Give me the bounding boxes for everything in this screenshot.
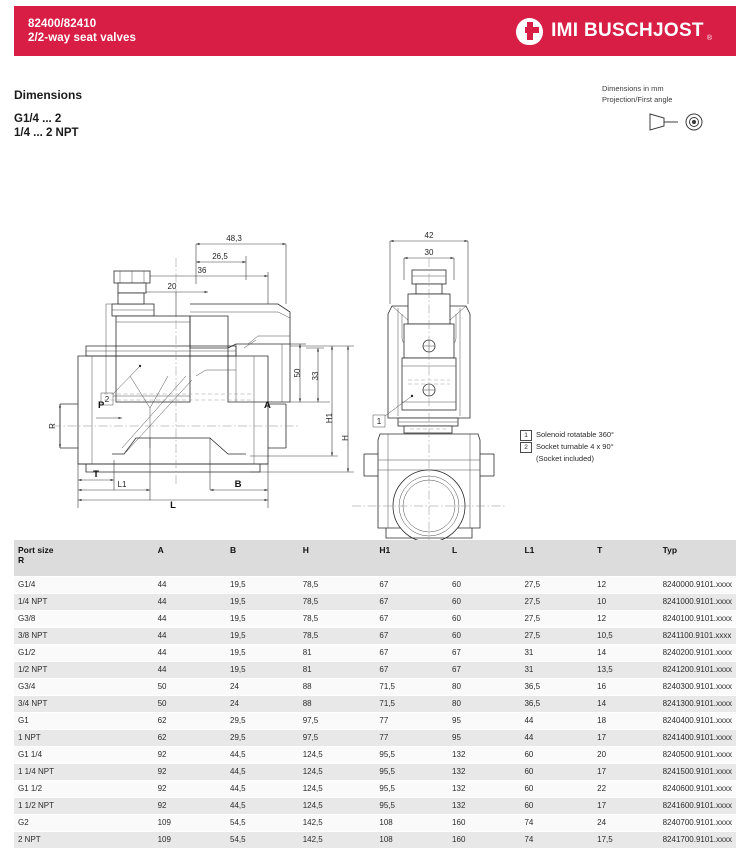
- cell-l1: 31: [520, 662, 593, 679]
- brand-logo: [516, 18, 726, 45]
- valve-drawing-svg: [0, 108, 750, 508]
- cell-h: 88: [299, 696, 376, 713]
- cell-l: 60: [448, 577, 520, 594]
- cell-h: 78,5: [299, 628, 376, 645]
- bonnet-collar-right: [398, 418, 458, 433]
- cell-h: 124,5: [299, 747, 376, 764]
- cell-typ: 8240700.9101.xxxx: [659, 815, 736, 832]
- cell-h1: 71,5: [375, 679, 448, 696]
- cell-l1: 44: [520, 713, 593, 730]
- dim-H1: H1: [325, 412, 334, 423]
- cell-l: 60: [448, 628, 520, 645]
- cell-b: 44,5: [226, 764, 299, 781]
- cell-h: 124,5: [299, 764, 376, 781]
- cell-t: 22: [593, 781, 658, 798]
- cell-h1: 67: [375, 577, 448, 594]
- cell-h: 81: [299, 645, 376, 662]
- callout-1-label: 1: [377, 417, 382, 426]
- cell-l: 67: [448, 645, 520, 662]
- cell-h1: 108: [375, 815, 448, 832]
- size-range-npt: 1/4 ... 2 NPT: [14, 127, 79, 139]
- legend-number-2: 2: [520, 442, 532, 453]
- cell-t: 13,5: [593, 662, 658, 679]
- cell-typ: 8240300.9101.xxxx: [659, 679, 736, 696]
- cell-typ: 8240000.9101.xxxx: [659, 577, 736, 594]
- table-row: [14, 577, 736, 594]
- cell-b: 29,5: [226, 713, 299, 730]
- cell-l1: 31: [520, 645, 593, 662]
- port-label-P: P: [98, 400, 105, 411]
- cell-l: 132: [448, 747, 520, 764]
- cell-h1: 95,5: [375, 798, 448, 815]
- cell-port: G1 1/4: [14, 747, 154, 764]
- column-header-typ: Typ: [659, 540, 736, 577]
- cell-port: 1 NPT: [14, 730, 154, 747]
- cell-h: 124,5: [299, 798, 376, 815]
- table-row: [14, 798, 736, 815]
- dim-30: 30: [425, 248, 434, 257]
- product-code: 82400/82410: [28, 17, 136, 31]
- cell-h1: 67: [375, 628, 448, 645]
- solenoid-housing-right: [190, 304, 290, 402]
- cell-port: 2 NPT: [14, 832, 154, 848]
- cell-t: 17,5: [593, 832, 658, 848]
- dim-50: 50: [293, 368, 302, 377]
- cell-a: 92: [154, 798, 226, 815]
- projection-note: [602, 84, 732, 106]
- cell-h1: 95,5: [375, 764, 448, 781]
- cell-h: 97,5: [299, 730, 376, 747]
- cell-a: 92: [154, 764, 226, 781]
- dim-H: H: [341, 435, 350, 441]
- table-row: [14, 611, 736, 628]
- cell-h: 81: [299, 662, 376, 679]
- cell-a: 50: [154, 696, 226, 713]
- legend-text-1: Solenoid rotatable 360°: [536, 429, 614, 441]
- cell-a: 62: [154, 730, 226, 747]
- table-row: [14, 764, 736, 781]
- dim-33: 33: [311, 371, 320, 380]
- registered-mark: ®: [707, 35, 712, 45]
- cell-l: 160: [448, 832, 520, 848]
- cell-l1: 60: [520, 747, 593, 764]
- cell-b: 54,5: [226, 815, 299, 832]
- table-row: [14, 713, 736, 730]
- right-front-view: [352, 231, 506, 556]
- cell-port: 1/4 NPT: [14, 594, 154, 611]
- cell-t: 14: [593, 696, 658, 713]
- cell-h1: 67: [375, 645, 448, 662]
- cell-l1: 36,5: [520, 679, 593, 696]
- dim-L: L: [170, 500, 176, 511]
- cell-port: G3/8: [14, 611, 154, 628]
- cell-t: 24: [593, 815, 658, 832]
- cell-a: 92: [154, 781, 226, 798]
- cell-typ: 8241200.9101.xxxx: [659, 662, 736, 679]
- dim-48-3: 48,3: [226, 234, 242, 243]
- cell-h: 142,5: [299, 815, 376, 832]
- cell-b: 19,5: [226, 611, 299, 628]
- cell-h1: 77: [375, 713, 448, 730]
- column-header-t: T: [593, 540, 658, 577]
- cell-t: 12: [593, 611, 658, 628]
- column-header-port-size-sub: R: [18, 555, 150, 565]
- cell-l1: 44: [520, 730, 593, 747]
- cell-b: 19,5: [226, 628, 299, 645]
- cell-a: 44: [154, 662, 226, 679]
- table-header-row: [14, 540, 736, 577]
- column-header-l1: L1: [520, 540, 593, 577]
- cell-port: G1 1/2: [14, 781, 154, 798]
- cell-t: 12: [593, 577, 658, 594]
- cell-l1: 27,5: [520, 611, 593, 628]
- drawing-legend: [520, 429, 614, 465]
- cell-b: 44,5: [226, 781, 299, 798]
- legend-item: [520, 441, 614, 453]
- cell-typ: 8240600.9101.xxxx: [659, 781, 736, 798]
- cell-l1: 60: [520, 764, 593, 781]
- cell-t: 20: [593, 747, 658, 764]
- dim-36: 36: [198, 266, 207, 275]
- cell-a: 62: [154, 713, 226, 730]
- cell-t: 18: [593, 713, 658, 730]
- size-range-metric: G1/4 ... 2: [14, 113, 61, 125]
- cell-t: 10,5: [593, 628, 658, 645]
- cell-port: G1/4: [14, 577, 154, 594]
- cell-l: 60: [448, 611, 520, 628]
- port-flow-labels: [96, 400, 271, 418]
- legend-number-1: 1: [520, 430, 532, 441]
- column-header-port-size: [14, 540, 154, 577]
- table-row: [14, 645, 736, 662]
- cell-h: 78,5: [299, 594, 376, 611]
- cell-typ: 8241600.9101.xxxx: [659, 798, 736, 815]
- angle-note: Projection/First angle: [602, 95, 732, 106]
- cell-l: 60: [448, 594, 520, 611]
- dim-B: B: [235, 479, 242, 490]
- cell-t: 14: [593, 645, 658, 662]
- cell-a: 109: [154, 815, 226, 832]
- cell-b: 19,5: [226, 662, 299, 679]
- legend-text-2: Socket turnable 4 x 90°: [536, 441, 614, 453]
- callout-2-label: 2: [105, 395, 110, 404]
- cell-port: 1 1/4 NPT: [14, 764, 154, 781]
- table-row: [14, 815, 736, 832]
- cell-a: 109: [154, 832, 226, 848]
- cell-h1: 108: [375, 832, 448, 848]
- cell-port: G2: [14, 815, 154, 832]
- cell-a: 44: [154, 577, 226, 594]
- cell-b: 19,5: [226, 645, 299, 662]
- cell-h: 78,5: [299, 577, 376, 594]
- table-row: [14, 832, 736, 848]
- cell-t: 17: [593, 730, 658, 747]
- cell-a: 92: [154, 747, 226, 764]
- cell-t: 17: [593, 798, 658, 815]
- cell-b: 24: [226, 679, 299, 696]
- table-row: [14, 696, 736, 713]
- dim-20: 20: [168, 282, 177, 291]
- cell-typ: 8241300.9101.xxxx: [659, 696, 736, 713]
- cell-typ: 8241100.9101.xxxx: [659, 628, 736, 645]
- technical-drawings: [0, 108, 750, 508]
- cell-port: G3/4: [14, 679, 154, 696]
- cell-h1: 67: [375, 611, 448, 628]
- solenoid-coil-left: [106, 304, 190, 402]
- cell-h1: 71,5: [375, 696, 448, 713]
- cell-port: G1/2: [14, 645, 154, 662]
- cell-h: 97,5: [299, 713, 376, 730]
- cell-l1: 60: [520, 798, 593, 815]
- cell-b: 54,5: [226, 832, 299, 848]
- cell-l: 160: [448, 815, 520, 832]
- cell-a: 44: [154, 611, 226, 628]
- cell-typ: 8240400.9101.xxxx: [659, 713, 736, 730]
- cell-typ: 8240500.9101.xxxx: [659, 747, 736, 764]
- cell-h: 78,5: [299, 611, 376, 628]
- cell-l: 80: [448, 679, 520, 696]
- cell-port: 1/2 NPT: [14, 662, 154, 679]
- brand-name: IMI BUSCHJOST: [551, 20, 704, 42]
- dim-L1: L1: [118, 480, 127, 489]
- cell-b: 44,5: [226, 798, 299, 815]
- cell-l: 95: [448, 730, 520, 747]
- table-header: [14, 540, 736, 577]
- cell-l: 132: [448, 798, 520, 815]
- cell-b: 19,5: [226, 577, 299, 594]
- product-name: 2/2-way seat valves: [28, 31, 136, 45]
- cell-a: 44: [154, 628, 226, 645]
- column-header-h: H: [299, 540, 376, 577]
- units-note: Dimensions in mm: [602, 84, 732, 95]
- cell-typ: 8241500.9101.xxxx: [659, 764, 736, 781]
- cell-h: 88: [299, 679, 376, 696]
- cell-t: 17: [593, 764, 658, 781]
- cell-b: 19,5: [226, 594, 299, 611]
- cell-typ: 8240100.9101.xxxx: [659, 611, 736, 628]
- legend-item: [520, 429, 614, 441]
- cell-h1: 67: [375, 594, 448, 611]
- dim-R: R: [48, 423, 57, 429]
- cell-l1: 74: [520, 815, 593, 832]
- cell-l: 67: [448, 662, 520, 679]
- table-row: [14, 730, 736, 747]
- column-header-port-size-label: Port size: [18, 545, 53, 555]
- port-label-A: A: [264, 400, 271, 411]
- dim-42: 42: [425, 231, 434, 240]
- left-bottom-dimension-chain: [78, 438, 268, 511]
- page-title: Dimensions: [14, 88, 82, 102]
- table-row: [14, 662, 736, 679]
- dim-26-5: 26,5: [212, 252, 228, 261]
- cell-a: 44: [154, 594, 226, 611]
- column-header-b: B: [226, 540, 299, 577]
- dim-T: T: [93, 469, 99, 480]
- cell-b: 29,5: [226, 730, 299, 747]
- column-header-a: A: [154, 540, 226, 577]
- cell-l: 132: [448, 781, 520, 798]
- cell-l: 132: [448, 764, 520, 781]
- page-header: [14, 6, 736, 56]
- cell-b: 44,5: [226, 747, 299, 764]
- cell-a: 44: [154, 645, 226, 662]
- valve-body-left: [52, 258, 300, 484]
- imi-cross-logo-icon: [516, 18, 543, 45]
- table-row: [14, 747, 736, 764]
- column-header-h1: H1: [375, 540, 448, 577]
- cell-l1: 27,5: [520, 594, 593, 611]
- table-row: [14, 679, 736, 696]
- table-body: [14, 577, 736, 848]
- cell-h1: 77: [375, 730, 448, 747]
- cell-l: 80: [448, 696, 520, 713]
- cell-typ: 8241700.9101.xxxx: [659, 832, 736, 848]
- cell-l: 95: [448, 713, 520, 730]
- cell-h: 142,5: [299, 832, 376, 848]
- legend-sub-note: (Socket included): [520, 453, 614, 465]
- table-row: [14, 781, 736, 798]
- cell-port: 1 1/2 NPT: [14, 798, 154, 815]
- cell-t: 16: [593, 679, 658, 696]
- table-row: [14, 594, 736, 611]
- cell-l1: 60: [520, 781, 593, 798]
- cell-l1: 27,5: [520, 577, 593, 594]
- dimensions-table: [14, 540, 736, 848]
- column-header-l: L: [448, 540, 520, 577]
- cell-port: G1: [14, 713, 154, 730]
- cell-h1: 95,5: [375, 747, 448, 764]
- left-sectional-view: [48, 234, 354, 511]
- cell-typ: 8241400.9101.xxxx: [659, 730, 736, 747]
- cell-port: 3/8 NPT: [14, 628, 154, 645]
- cell-l1: 36,5: [520, 696, 593, 713]
- cell-typ: 8241000.9101.xxxx: [659, 594, 736, 611]
- cell-l1: 27,5: [520, 628, 593, 645]
- cell-typ: 8240200.9101.xxxx: [659, 645, 736, 662]
- din-plug-socket: [112, 271, 154, 316]
- cell-h: 124,5: [299, 781, 376, 798]
- cell-h1: 95,5: [375, 781, 448, 798]
- header-title-block: [28, 17, 136, 45]
- cell-l1: 74: [520, 832, 593, 848]
- cell-b: 24: [226, 696, 299, 713]
- cell-h1: 67: [375, 662, 448, 679]
- cell-a: 50: [154, 679, 226, 696]
- table-row: [14, 628, 736, 645]
- cell-port: 3/4 NPT: [14, 696, 154, 713]
- cell-t: 10: [593, 594, 658, 611]
